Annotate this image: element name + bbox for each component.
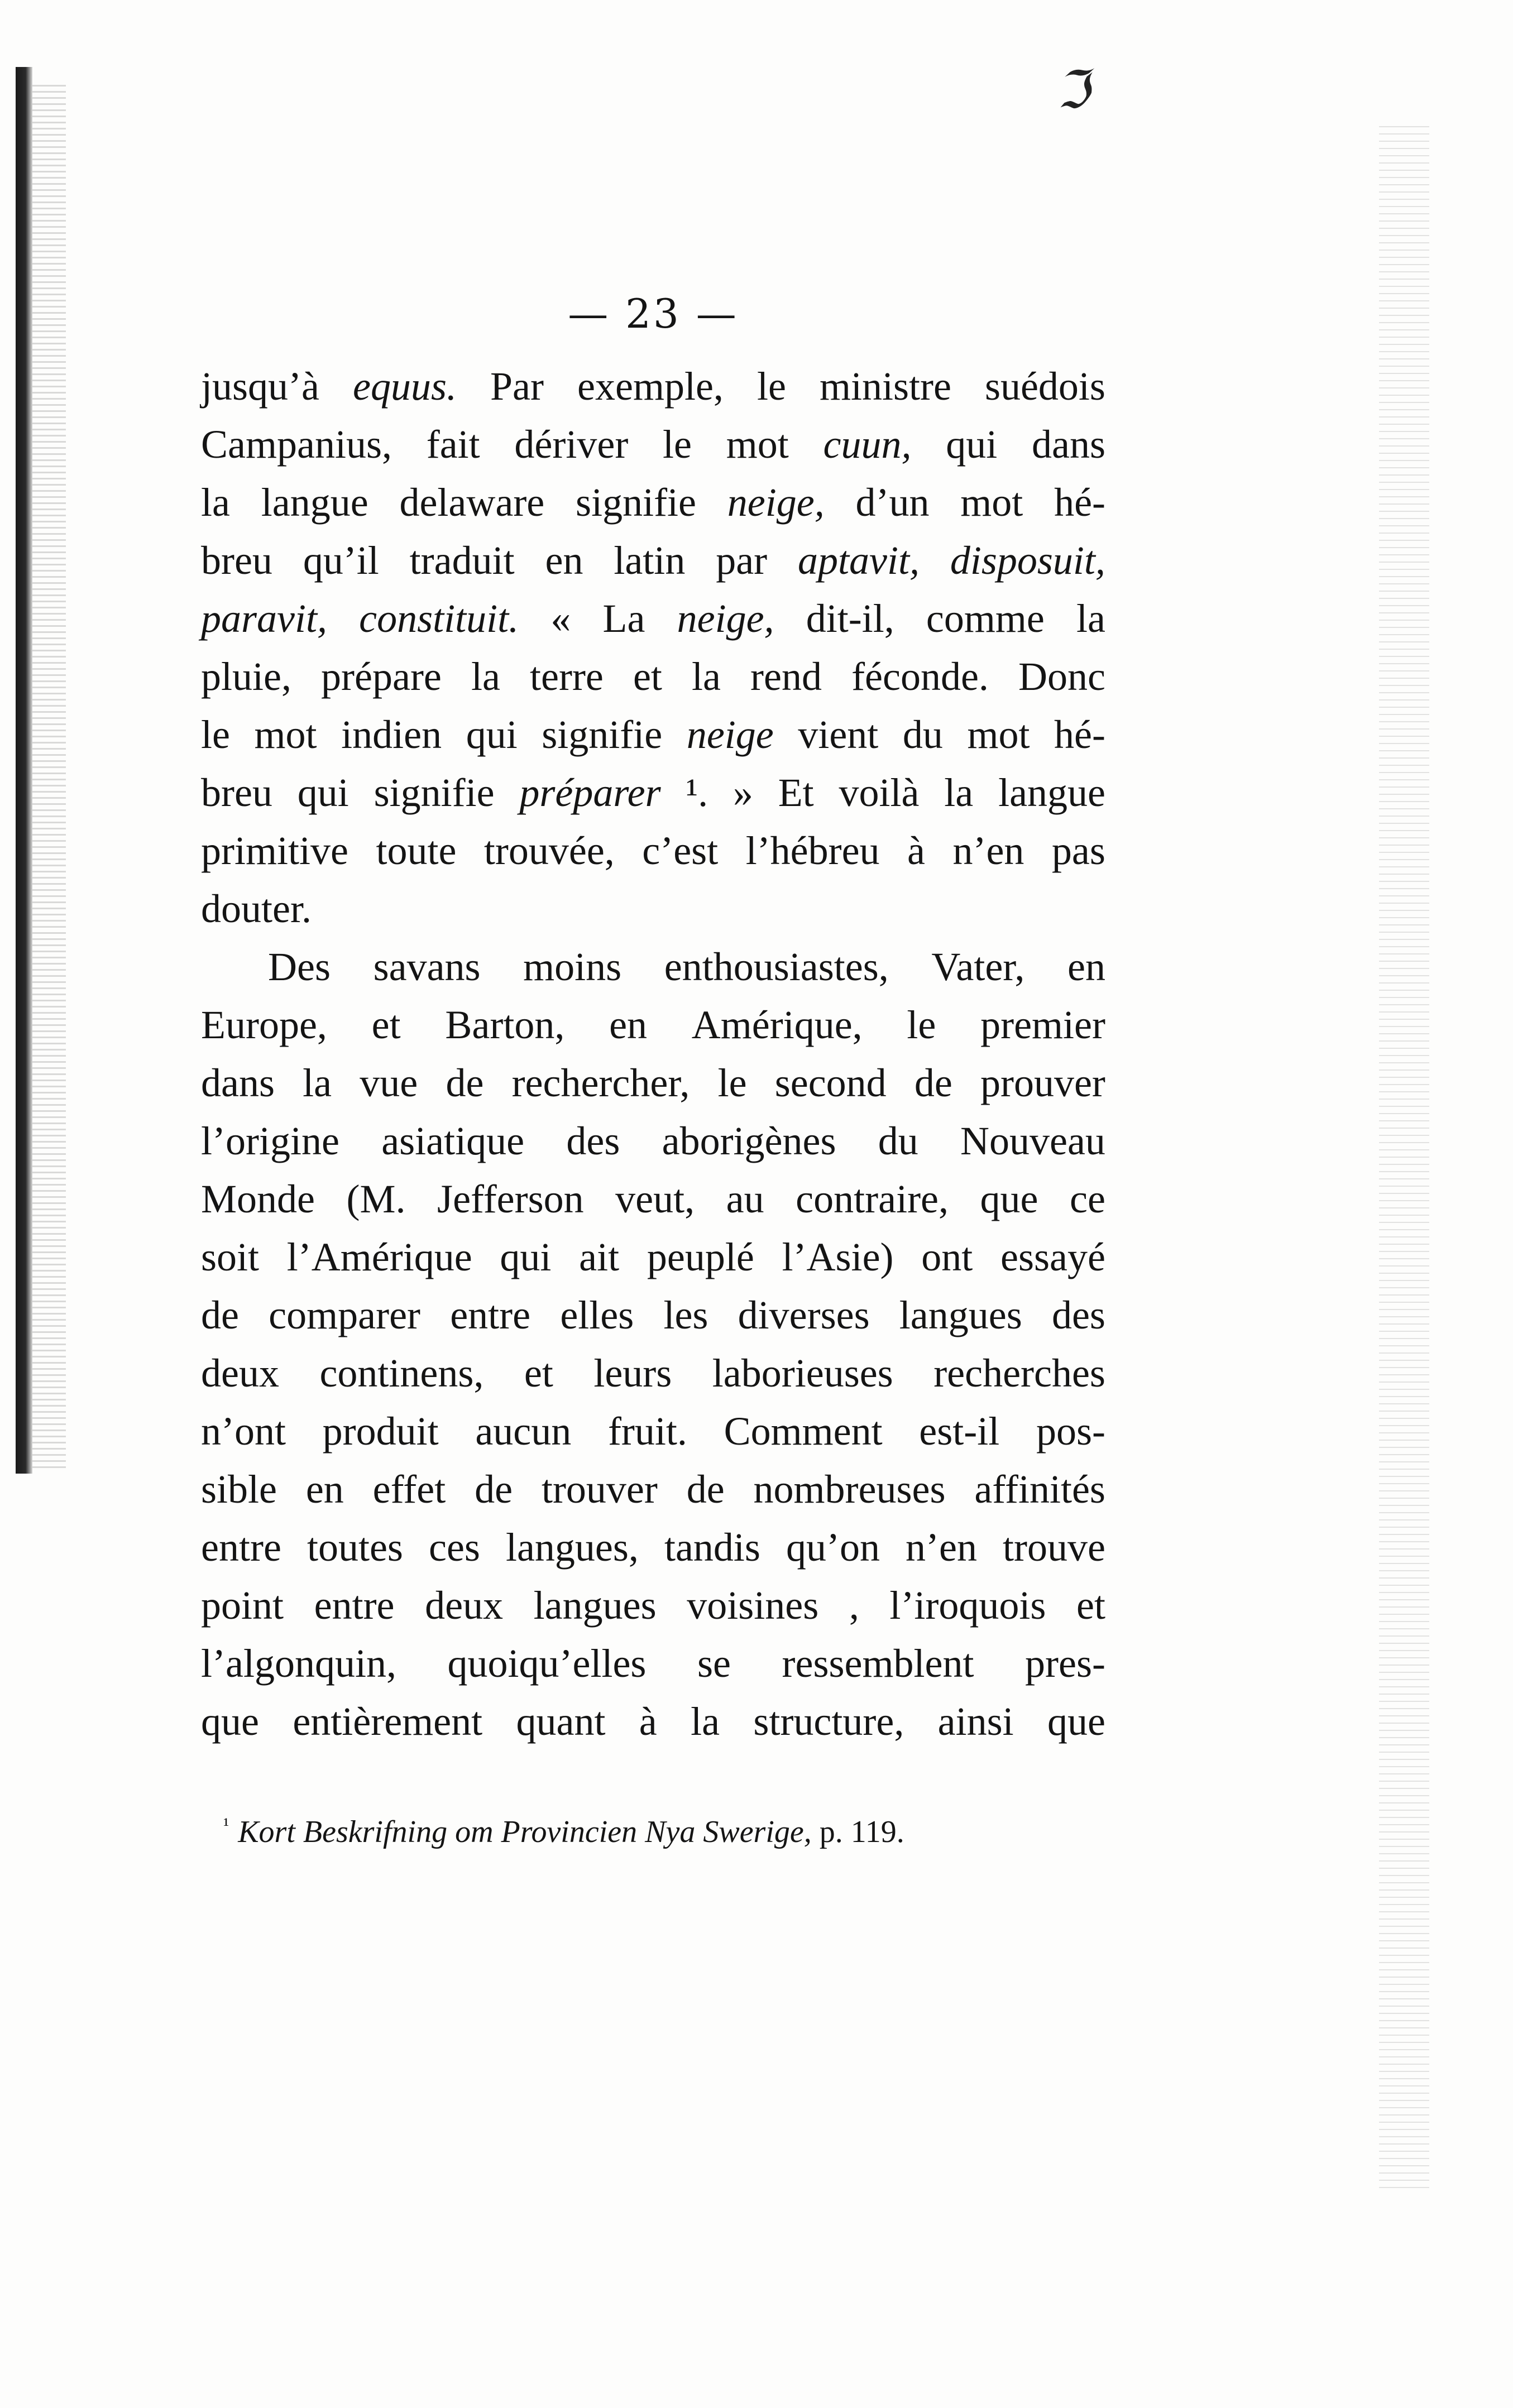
word: n’en xyxy=(906,1525,977,1570)
word: Et xyxy=(778,770,814,815)
scan-speckle-right xyxy=(1379,123,1429,2188)
word: point xyxy=(201,1583,284,1628)
word: la xyxy=(1076,596,1105,641)
word: constituit. xyxy=(359,596,519,641)
word: Comment xyxy=(724,1409,883,1454)
word: jusqu’à xyxy=(201,364,319,409)
word: , xyxy=(849,1583,859,1628)
word: à xyxy=(639,1699,657,1744)
word: prouver xyxy=(980,1061,1105,1105)
word: effet xyxy=(372,1467,446,1512)
word: l’Amérique xyxy=(286,1235,472,1279)
word: dériver xyxy=(514,422,629,467)
word: indien xyxy=(341,712,442,757)
word: vient xyxy=(798,712,879,757)
word: ce xyxy=(1070,1177,1105,1221)
word: (M. xyxy=(346,1177,406,1221)
word: aptavit, xyxy=(798,538,920,583)
word: veut, xyxy=(615,1177,695,1221)
word: » xyxy=(732,770,753,815)
word: qu’il xyxy=(303,538,379,583)
footnote-page-ref: p. 119. xyxy=(819,1815,904,1849)
text-line xyxy=(201,531,1105,589)
word: prépare xyxy=(321,654,442,699)
word: à xyxy=(907,828,926,873)
word: ministre xyxy=(819,364,951,409)
word: La xyxy=(602,596,645,641)
word: langues, xyxy=(505,1525,639,1570)
word: continens, xyxy=(319,1351,484,1395)
word: cuun, xyxy=(823,422,912,467)
word: le xyxy=(717,1061,747,1105)
word: fruit. xyxy=(607,1409,687,1454)
word: dit-il, xyxy=(806,596,894,641)
word: les xyxy=(663,1293,708,1337)
word: exemple, xyxy=(577,364,724,409)
word: mot xyxy=(726,422,789,467)
word: moins xyxy=(523,944,622,989)
text-line xyxy=(201,1460,1105,1518)
word: breu xyxy=(201,538,272,583)
word: Vater, xyxy=(931,944,1025,989)
text-line xyxy=(201,1170,1105,1228)
text-line xyxy=(201,1344,1105,1402)
word: pres- xyxy=(1025,1641,1105,1686)
word: leurs xyxy=(593,1351,672,1395)
text-line xyxy=(201,473,1105,531)
word: Barton, xyxy=(445,1002,565,1047)
word: aborigènes xyxy=(662,1119,836,1163)
word: langues xyxy=(533,1583,657,1628)
word: l’algonquin, xyxy=(201,1641,396,1686)
word: la xyxy=(944,770,974,815)
word: le xyxy=(201,712,230,757)
word: de xyxy=(475,1467,513,1512)
word: la xyxy=(691,1699,720,1744)
word: quoiqu’elles xyxy=(447,1641,647,1686)
word: Des xyxy=(268,944,331,989)
text-line xyxy=(201,706,1105,764)
word: mot xyxy=(960,480,1023,525)
text-line xyxy=(201,880,1105,938)
word: des xyxy=(566,1119,620,1163)
word: en xyxy=(545,538,583,583)
word: Campanius, xyxy=(201,422,392,467)
text-line xyxy=(201,647,1105,706)
word: produit xyxy=(322,1409,439,1454)
word: deux xyxy=(201,1351,279,1395)
word: sible xyxy=(201,1467,277,1512)
text-line xyxy=(201,1228,1105,1286)
word: Europe, xyxy=(201,1002,327,1047)
word: la xyxy=(201,480,230,525)
word: l’origine xyxy=(201,1119,339,1163)
word: qui xyxy=(946,422,998,467)
text-line xyxy=(201,764,1105,822)
word: en xyxy=(609,1002,648,1047)
word: du xyxy=(902,712,943,757)
word: de xyxy=(914,1061,952,1105)
word: langue xyxy=(261,480,368,525)
word: signifie xyxy=(542,712,663,757)
word: comparer xyxy=(269,1293,420,1337)
word: traduit xyxy=(409,538,515,583)
word: entre xyxy=(450,1293,531,1337)
word: la xyxy=(303,1061,332,1105)
word: entre xyxy=(314,1583,395,1628)
word: langue xyxy=(998,770,1105,815)
text-line xyxy=(201,1402,1105,1460)
word: mot xyxy=(967,712,1030,757)
page-number: — 23 — xyxy=(568,290,739,337)
text-line xyxy=(201,1054,1105,1112)
word: qui xyxy=(466,712,518,757)
word: se xyxy=(697,1641,731,1686)
body-text xyxy=(201,357,1105,1750)
footnote xyxy=(223,1814,1117,1850)
word: voilà xyxy=(839,770,920,815)
word: peuplé xyxy=(647,1235,754,1279)
word: neige, xyxy=(677,596,774,641)
word: de xyxy=(201,1293,239,1337)
word: n’en xyxy=(952,828,1024,873)
word: ressemblent xyxy=(782,1641,974,1686)
word: Monde xyxy=(201,1177,315,1221)
word: breu xyxy=(201,770,272,815)
word: asiatique xyxy=(381,1119,525,1163)
word: douter. xyxy=(201,886,312,931)
text-line xyxy=(201,357,1105,415)
word: n’ont xyxy=(201,1409,286,1454)
word: diverses xyxy=(738,1293,870,1337)
text-line xyxy=(201,938,1105,996)
word: du xyxy=(878,1119,918,1163)
word: Amérique, xyxy=(691,1002,863,1047)
scan-speckle-left xyxy=(32,84,66,1468)
handwritten-mark: ℑ xyxy=(1051,59,1094,122)
word: pluie, xyxy=(201,654,291,699)
word: trouvée, xyxy=(483,828,615,873)
text-line xyxy=(201,822,1105,880)
word: qui xyxy=(297,770,349,815)
word: au xyxy=(726,1177,764,1221)
text-line xyxy=(201,1576,1105,1634)
word: quant xyxy=(516,1699,606,1744)
word: signifie xyxy=(576,480,697,525)
word: pas xyxy=(1051,828,1105,873)
text-line xyxy=(201,1692,1105,1750)
word: féconde. xyxy=(851,654,989,699)
word: en xyxy=(1067,944,1105,989)
word: Nouveau xyxy=(960,1119,1105,1163)
word: et xyxy=(371,1002,401,1047)
word: ¹. xyxy=(686,770,708,815)
word: deux xyxy=(425,1583,504,1628)
word: entre xyxy=(201,1525,281,1570)
word: delaware xyxy=(399,480,545,525)
word: latin xyxy=(614,538,686,583)
word: toutes xyxy=(307,1525,403,1570)
word: « xyxy=(550,596,571,641)
word: de xyxy=(686,1467,725,1512)
word: hé- xyxy=(1054,480,1105,525)
word: et xyxy=(633,654,662,699)
word: neige, xyxy=(727,480,825,525)
word: primitive xyxy=(201,828,348,873)
word: ainsi xyxy=(937,1699,1014,1744)
text-line xyxy=(201,415,1105,473)
word: structure, xyxy=(753,1699,904,1744)
word: l’hébreu xyxy=(745,828,880,873)
word: Jefferson xyxy=(437,1177,584,1221)
word: que xyxy=(1047,1699,1105,1744)
word: le xyxy=(907,1002,936,1047)
word: langues xyxy=(899,1293,1022,1337)
word: recherches xyxy=(933,1351,1105,1395)
word: trouver xyxy=(541,1467,658,1512)
footnote-mark: ¹ xyxy=(223,1815,229,1836)
text-line xyxy=(201,1518,1105,1576)
text-line xyxy=(201,589,1105,647)
word: hé- xyxy=(1054,712,1105,757)
word: de xyxy=(446,1061,484,1105)
word: savans xyxy=(373,944,481,989)
word: la xyxy=(471,654,500,699)
text-line xyxy=(201,1634,1105,1692)
word: Donc xyxy=(1018,654,1105,699)
word: toute xyxy=(376,828,457,873)
text-line xyxy=(201,1286,1105,1344)
word: par xyxy=(716,538,768,583)
word: equus. xyxy=(353,364,457,409)
word: premier xyxy=(980,1002,1105,1047)
word: ait xyxy=(579,1235,620,1279)
word: préparer xyxy=(519,770,661,815)
text-line xyxy=(201,996,1105,1054)
word: le xyxy=(663,422,692,467)
word: comme xyxy=(926,596,1045,641)
word: laborieuses xyxy=(712,1351,893,1395)
word: ces xyxy=(428,1525,480,1570)
word: contraire, xyxy=(796,1177,949,1221)
word: soit xyxy=(201,1235,260,1279)
word: essayé xyxy=(1000,1235,1105,1279)
word: que xyxy=(201,1699,259,1744)
word: entièrement xyxy=(293,1699,483,1744)
word: que xyxy=(980,1177,1038,1221)
word: c’est xyxy=(642,828,719,873)
word: est-il xyxy=(919,1409,1000,1454)
word: second xyxy=(774,1061,887,1105)
word: neige xyxy=(686,712,774,757)
word: fait xyxy=(426,422,480,467)
word: disposuit, xyxy=(950,538,1105,583)
word: ont xyxy=(921,1235,973,1279)
word: mot xyxy=(254,712,317,757)
word: qui xyxy=(500,1235,552,1279)
word: et xyxy=(1076,1583,1105,1628)
word: rechercher, xyxy=(511,1061,690,1105)
text-line xyxy=(201,1112,1105,1170)
word: d’un xyxy=(855,480,930,525)
word: vue xyxy=(360,1061,418,1105)
word: signifie xyxy=(374,770,495,815)
word: et xyxy=(524,1351,553,1395)
word: enthousiastes, xyxy=(664,944,889,989)
word: qu’on xyxy=(786,1525,880,1570)
word: la xyxy=(692,654,721,699)
word: le xyxy=(756,364,786,409)
word: elles xyxy=(560,1293,634,1337)
word: dans xyxy=(1032,422,1105,467)
word: voisines xyxy=(687,1583,819,1628)
word: tandis xyxy=(664,1525,760,1570)
word: l’iroquois xyxy=(889,1583,1046,1628)
footnote-title: Kort Beskrifning om Provincien Nya Swerige, xyxy=(238,1815,812,1849)
word: affinités xyxy=(974,1467,1105,1512)
word: suédois xyxy=(984,364,1105,409)
word: Par xyxy=(490,364,544,409)
word: en xyxy=(305,1467,344,1512)
word: paravit, xyxy=(201,596,327,641)
word: l’Asie) xyxy=(782,1235,894,1279)
word: trouve xyxy=(1003,1525,1105,1570)
word: aucun xyxy=(475,1409,572,1454)
scan-binding-shadow xyxy=(16,67,32,1474)
word: terre xyxy=(530,654,604,699)
word: nombreuses xyxy=(753,1467,946,1512)
word: dans xyxy=(201,1061,275,1105)
word: pos- xyxy=(1036,1409,1105,1454)
word: rend xyxy=(750,654,822,699)
word: des xyxy=(1051,1293,1105,1337)
